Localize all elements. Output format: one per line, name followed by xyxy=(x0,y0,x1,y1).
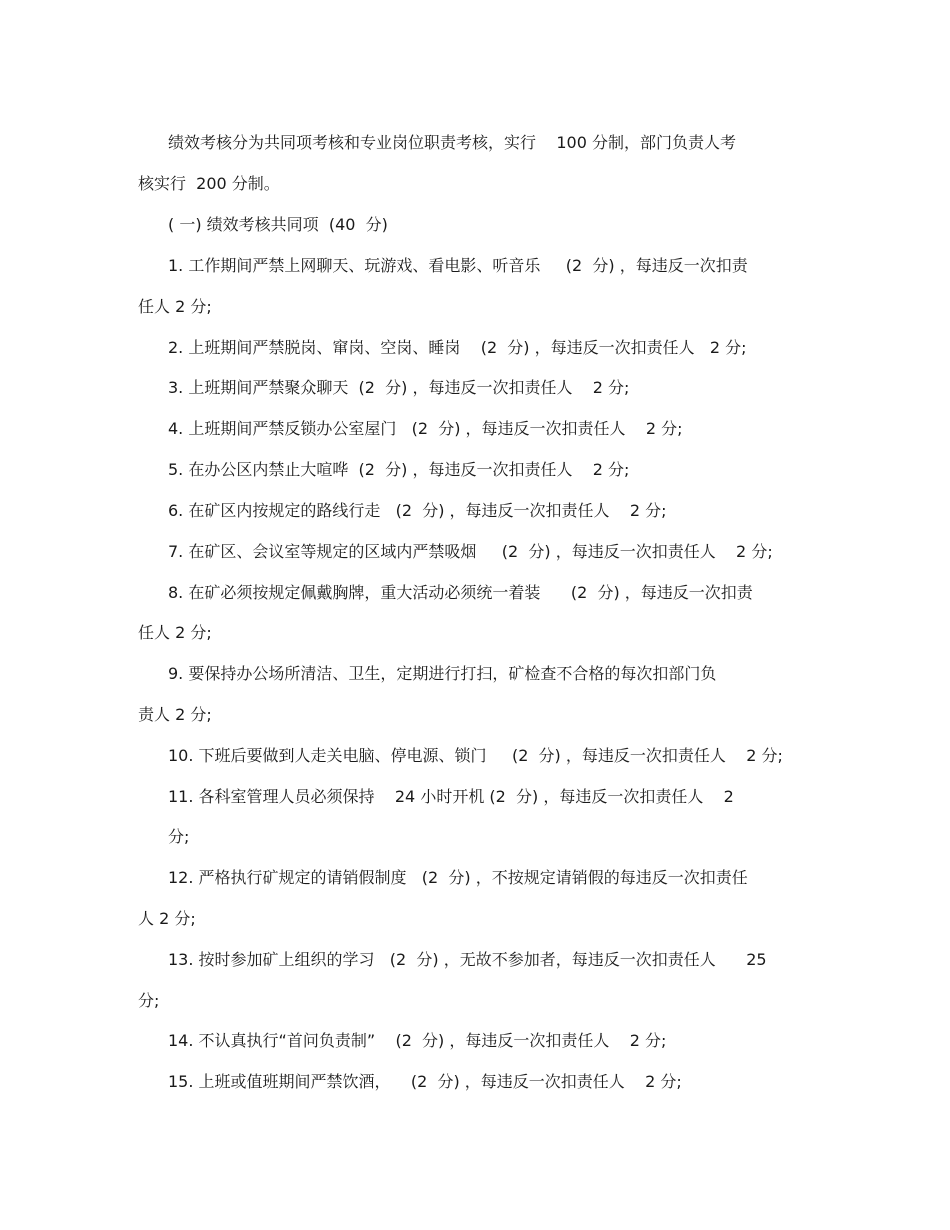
list-item: 4. 上班期间严禁反锁办公室屋门 (2 分) ，每违反一次扣责任人 2 分; xyxy=(168,419,683,438)
list-item: 5. 在办公区内禁止大喧哗 (2 分) ，每违反一次扣责任人 2 分; xyxy=(168,460,630,479)
list-item: 6. 在矿区内按规定的路线行走 (2 分) ，每违反一次扣责任人 2 分; xyxy=(168,501,667,520)
list-item: 13. 按时参加矿上组织的学习 (2 分) ，无故不参加者，每违反一次扣责任人 25 xyxy=(168,950,767,969)
list-item: 9. 要保持办公场所清洁、卫生，定期进行打扫，矿检查不合格的每次扣部门负 xyxy=(168,664,717,683)
list-item-continuation: 分; xyxy=(138,991,160,1010)
list-item: 10. 下班后要做到人走关电脑、停电源、锁门 (2 分) ，每违反一次扣责任人 2 分; xyxy=(168,746,783,765)
list-item-continuation: 人 2 分; xyxy=(138,909,196,928)
list-item: 3. 上班期间严禁聚众聊天 (2 分) ，每违反一次扣责任人 2 分; xyxy=(168,378,630,397)
text-line: 绩效考核分为共同项考核和专业岗位职责考核，实行 100 分制，部门负责人考 xyxy=(168,133,736,152)
list-item-continuation: 任人 2 分; xyxy=(138,297,212,316)
section-heading: ( 一) 绩效考核共同项 (40 分) xyxy=(168,215,388,234)
list-item-continuation: 任人 2 分; xyxy=(138,623,212,642)
list-item: 14. 不认真执行“首问负责制” (2 分) ，每违反一次扣责任人 2 分; xyxy=(168,1031,667,1050)
list-item: 7. 在矿区、会议室等规定的区域内严禁吸烟 (2 分) ，每违反一次扣责任人 2 分; xyxy=(168,542,773,561)
list-item: 1. 工作期间严禁上网聊天、玩游戏、看电影、听音乐 (2 分) ，每违反一次扣责 xyxy=(168,256,748,275)
list-item-continuation: 分; xyxy=(168,827,190,846)
list-item-continuation: 责人 2 分; xyxy=(138,705,212,724)
text-line: 核实行 200 分制。 xyxy=(138,174,280,193)
list-item: 12. 严格执行矿规定的请销假制度 (2 分) ，不按规定请销假的每违反一次扣责任 xyxy=(168,868,748,887)
list-item: 11. 各科室管理人员必须保持 24 小时开机 (2 分) ，每违反一次扣责任人 2 xyxy=(168,787,734,806)
list-item: 8. 在矿必须按规定佩戴胸牌，重大活动必须统一着装 (2 分) ，每违反一次扣责 xyxy=(168,583,753,602)
list-item: 15. 上班或值班期间严禁饮酒， (2 分) ，每违反一次扣责任人 2 分; xyxy=(168,1072,682,1091)
list-item: 2. 上班期间严禁脱岗、窜岗、空岗、睡岗 (2 分) ，每违反一次扣责任人 2 分; xyxy=(168,338,747,357)
